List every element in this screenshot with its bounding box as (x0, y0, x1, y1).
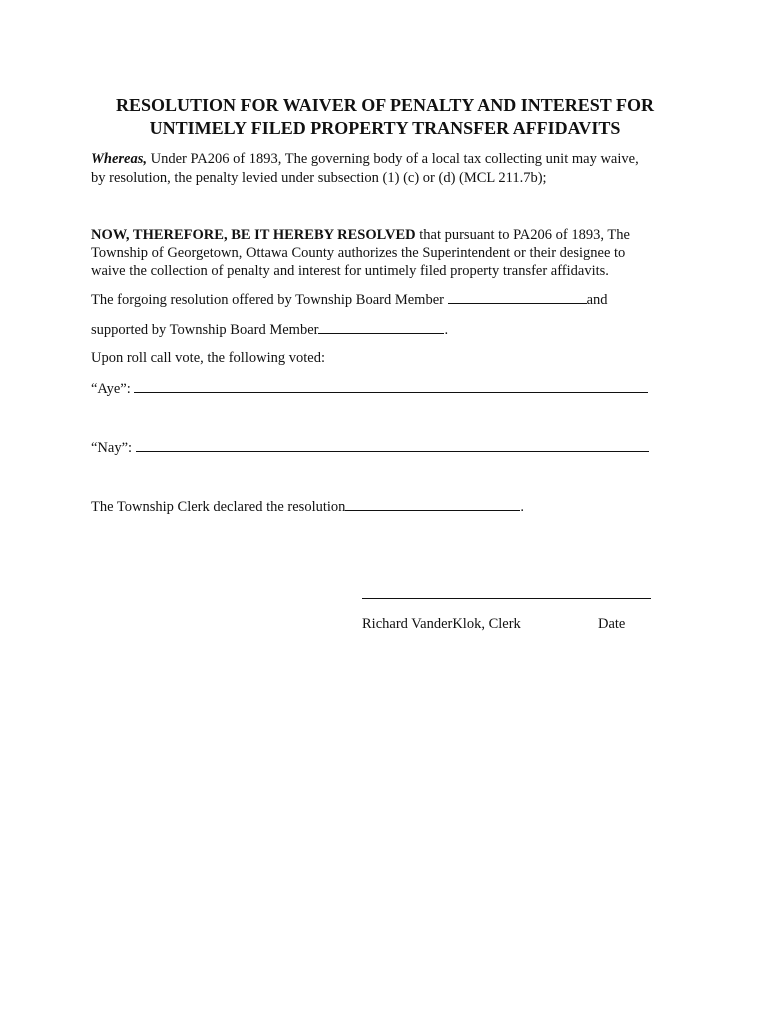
date-label: Date (598, 616, 626, 632)
aye-blank-field[interactable] (134, 379, 648, 393)
offered-by-and: and (586, 292, 608, 308)
clerk-declared-period: . (520, 499, 525, 515)
supported-by-period: . (444, 322, 449, 338)
supported-by-line (91, 320, 448, 339)
resolved-text-1: that pursuant to PA206 of 1893, The (415, 227, 630, 243)
clerk-declared-line (91, 497, 524, 516)
document-title-line-2: UNTIMELY FILED PROPERTY TRANSFER AFFIDAVITS (149, 118, 621, 138)
clerk-declared-blank-field[interactable] (345, 497, 520, 511)
aye-line (91, 379, 648, 398)
whereas-lead: Whereas, (91, 151, 147, 167)
resolved-line-3: waive the collection of penalty and interest for untimely filed property transfer affidavits. (91, 263, 609, 279)
nay-label: “Nay”: (91, 440, 136, 456)
resolved-line-2: Township of Georgetown, Ottawa County authorizes the Superintendent or their designee to (91, 245, 626, 261)
nay-blank-field[interactable] (136, 438, 649, 452)
resolved-lead: NOW, THEREFORE, BE IT HEREBY RESOLVED (91, 227, 416, 243)
signature-line[interactable] (362, 598, 651, 599)
offered-by-line (91, 290, 608, 309)
whereas-text-1: Under PA206 of 1893, The governing body of a local tax collecting unit may waive, (147, 151, 639, 167)
aye-label: “Aye”: (91, 381, 135, 397)
whereas-line-1 (91, 150, 639, 168)
resolved-line-1 (91, 226, 630, 244)
clerk-declared-label: The Township Clerk declared the resolution (91, 499, 346, 515)
clerk-name: Richard VanderKlok, Clerk (362, 616, 521, 632)
whereas-line-2: by resolution, the penalty levied under subsection (1) (c) or (d) (MCL 211.7b); (91, 170, 547, 186)
roll-call-text: Upon roll call vote, the following voted: (91, 350, 325, 366)
supported-by-label: supported by Township Board Member (91, 322, 319, 338)
offered-by-label: The forgoing resolution offered by Township Board Member (91, 292, 448, 308)
document-title-line-1: RESOLUTION FOR WAIVER OF PENALTY AND INTEREST FOR (116, 95, 654, 115)
supported-by-blank-field[interactable] (318, 320, 444, 334)
offered-by-blank-field[interactable] (448, 290, 587, 304)
nay-line (91, 438, 649, 457)
